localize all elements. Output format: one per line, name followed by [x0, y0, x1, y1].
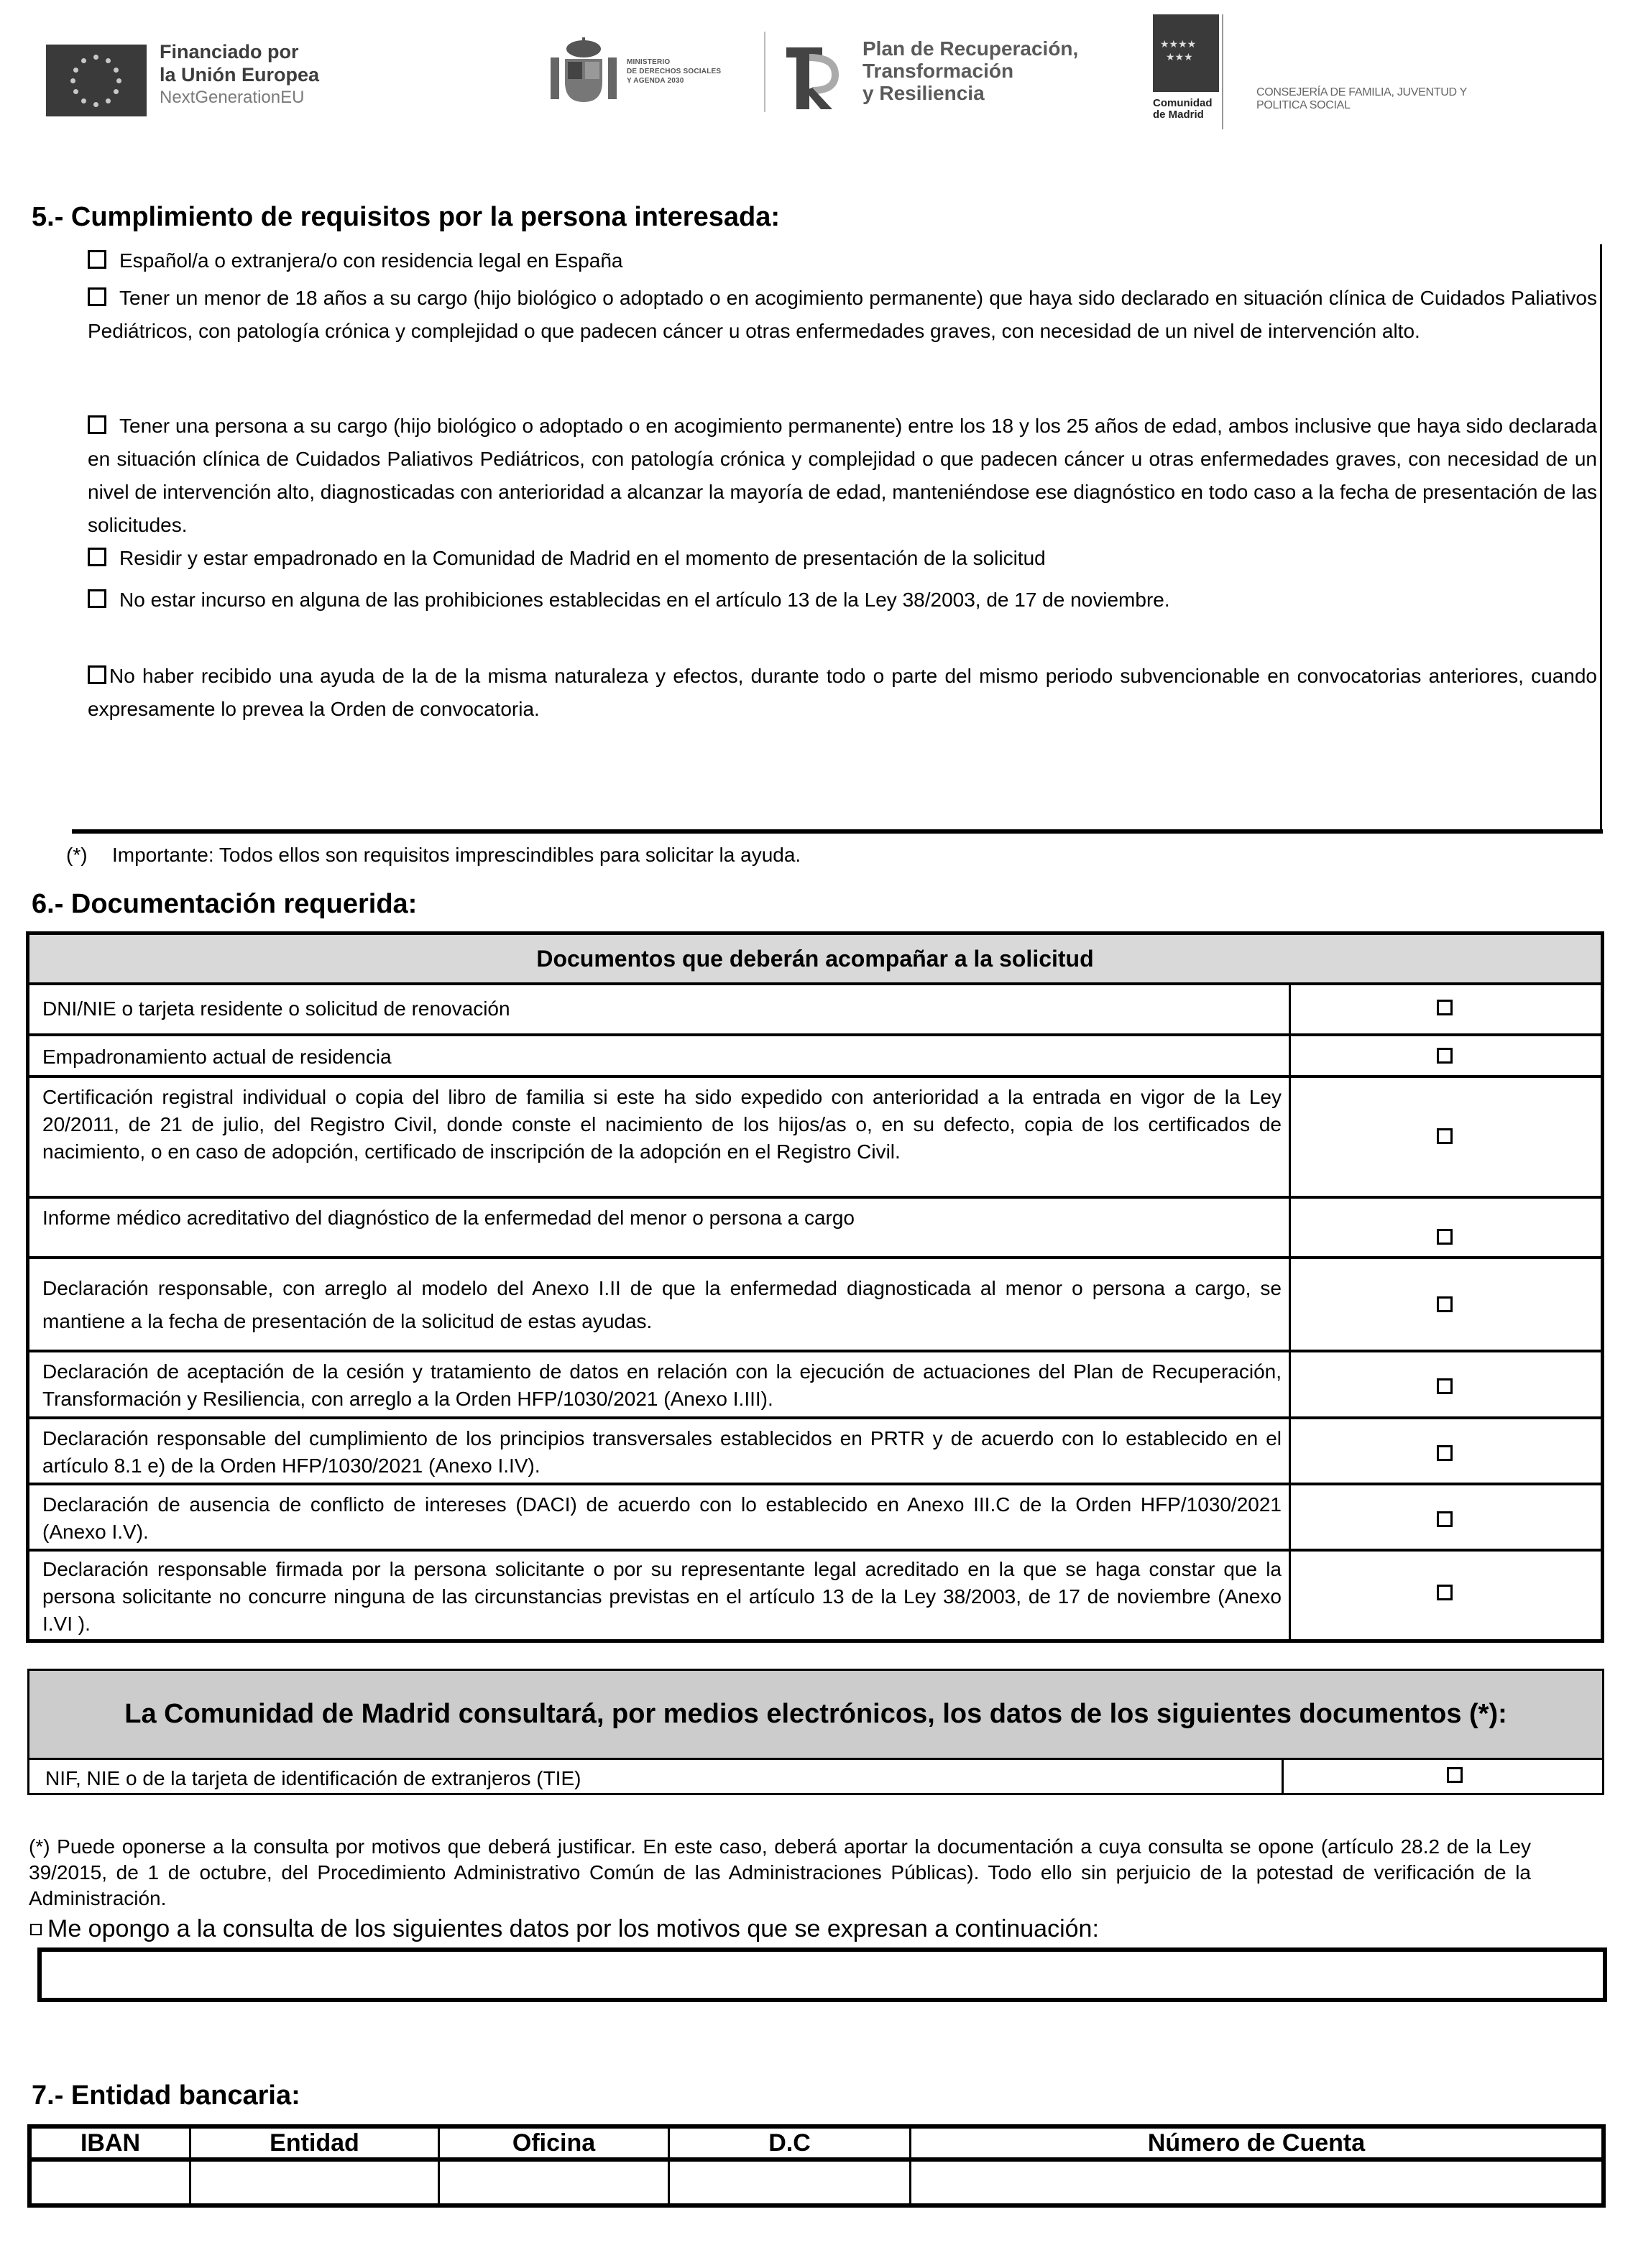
- document-checkbox[interactable]: [1437, 1000, 1453, 1015]
- document-label: DNI/NIE o tarjeta residente o solicitud de renovación: [42, 997, 510, 1020]
- column-header-oficina: Oficina: [440, 2129, 670, 2162]
- document-row: [29, 1350, 1601, 1416]
- oppose-label: Me opongo a la consulta de los siguientes datos por los motivos que se expresan a continuación:: [47, 1915, 1099, 1942]
- prtr-logo-text: [862, 37, 1078, 104]
- oficina-field[interactable]: [440, 2162, 670, 2203]
- document-checkbox[interactable]: [1437, 1048, 1453, 1064]
- section-6-title: 6.- Documentación requerida:: [32, 889, 418, 919]
- ministry-line2: DE DERECHOS SOCIALES: [627, 68, 722, 75]
- eu-flag-icon: [46, 45, 147, 116]
- bank-account-table: [27, 2124, 1606, 2208]
- logo-divider: [764, 32, 765, 112]
- requirement-item: [88, 660, 1597, 726]
- oppose-checkbox[interactable]: [30, 1924, 42, 1935]
- document-checkbox[interactable]: [1437, 1128, 1453, 1144]
- documents-table-header: Documentos que deberán acompañar a la solicitud: [29, 935, 1601, 985]
- section-7-title: 7.- Entidad bancaria:: [32, 2080, 300, 2111]
- section-5-title: 5.- Cumplimiento de requisitos por la persona interesada:: [32, 202, 780, 232]
- requirements-frame-bottom: [72, 829, 1603, 834]
- requirements-note: [66, 842, 801, 868]
- document-label: Certificación registral individual o copia del libro de familia si este ha sido expedido con anterioridad a la entrada en vigor de la Ley 20/2011, de 21 de julio, del Registro Civil, donde conste el nacimiento de los hijos/as o, en su defecto, copia de los certificados de nacimiento, o en caso de adopción, certificado de inscripción de la adopción en el Registro Civil.: [42, 1086, 1282, 1163]
- consultation-note: (*) Puede oponerse a la consulta por motivos que deberá justificar. En este caso, deberá aportar la documentación a cuya consulta se opone (artículo 28.2 de la Ley 39/2015, de 1 de octubre, del Procedimiento Administrativo Común de las Administraciones Públicas). Todo ello sin perjuicio de la potestad de verificación de la Administración.: [29, 1835, 1531, 1909]
- document-row: [29, 1196, 1601, 1256]
- svg-text:★★★★: ★★★★: [1160, 39, 1197, 50]
- document-checkbox[interactable]: [1437, 1296, 1453, 1312]
- document-checkbox[interactable]: [1437, 1445, 1453, 1461]
- column-header-iban: IBAN: [32, 2129, 191, 2162]
- requirement-label: Residir y estar empadronado en la Comunidad de Madrid en el momento de presentación de la solicitud: [119, 547, 1046, 569]
- requirement-checkbox[interactable]: [88, 665, 106, 684]
- prtr-line1: Plan de Recuperación,: [862, 37, 1079, 60]
- oppose-reasons-field[interactable]: [37, 1947, 1607, 2002]
- consultation-checkbox[interactable]: [1447, 1767, 1463, 1783]
- oppose-consultation-option: [30, 1914, 1099, 1943]
- consejeria-line1: CONSEJERÍA DE FAMILIA, JUVENTUD Y: [1256, 86, 1467, 98]
- eu-logo-line2: la Unión Europea: [160, 64, 320, 86]
- document-checkbox[interactable]: [1437, 1229, 1453, 1245]
- document-label: Declaración responsable firmada por la persona solicitante o por su representante legal acreditado en la que se haga constar que la persona solicitante no concurre ninguna de las circunstancias previstas en el artículo 13 de la Ley 38/2003, de 17 de noviembre (Anexo I.VI ).: [42, 1558, 1282, 1635]
- requirement-label: Tener un menor de 18 años a su cargo (hijo biológico o adoptado o en acogimiento permanente) que haya sido declarado en situación clínica de Cuidados Paliativos Pediátricos, con patología crónica y complejidad o que padecen cáncer u otras enfermedades graves, con necesidad de un nivel de intervención alto.: [88, 287, 1597, 342]
- consejeria-line2: POLITICA SOCIAL: [1256, 99, 1351, 111]
- prtr-line3: y Resiliencia: [862, 82, 985, 104]
- column-header-entidad: Entidad: [191, 2129, 440, 2162]
- document-label: Declaración de aceptación de la cesión y tratamiento de datos en relación con la ejecución de actuaciones del Plan de Recuperación, Transformación y Resiliencia, con arreglo a la Orden HFP/1030/2021 (Anexo I.III).: [42, 1360, 1282, 1410]
- document-row: [29, 1256, 1601, 1350]
- eu-logo-line1: Financiado por: [160, 41, 299, 63]
- column-divider: [1282, 1760, 1284, 1793]
- madrid-name-line1: Comunidad: [1153, 97, 1213, 109]
- dc-field[interactable]: [670, 2162, 911, 2203]
- eu-funding-logo-text: [160, 40, 319, 109]
- requirement-label: No estar incurso en alguna de las prohibiciones establecidas en el artículo 13 de la Ley 38/2003, de 17 de noviembre.: [119, 589, 1170, 611]
- madrid-name-line2: de Madrid: [1153, 109, 1204, 121]
- document-checkbox[interactable]: [1437, 1585, 1453, 1600]
- column-header-dc: D.C: [670, 2129, 911, 2162]
- document-row: [29, 1483, 1601, 1549]
- requirement-item: [88, 584, 1597, 617]
- document-label: Declaración responsable, con arreglo al modelo del Anexo I.II de que la enfermedad diagnosticada al menor o persona a cargo, se mantiene a la fecha de presentación de la solicitud de estas ayudas.: [42, 1277, 1282, 1332]
- document-row: [29, 1075, 1601, 1196]
- requirements-frame-right: [1600, 244, 1602, 831]
- ministry-line3: Y AGENDA 2030: [627, 77, 684, 85]
- spain-coat-of-arms-icon: [548, 37, 620, 103]
- column-header-numero-cuenta: Número de Cuenta: [911, 2129, 1601, 2162]
- note-asterisk: (*): [66, 844, 88, 866]
- prtr-line2: Transformación: [862, 60, 1014, 82]
- requirement-checkbox[interactable]: [88, 415, 106, 434]
- requirement-item: [88, 282, 1597, 348]
- requirement-item: [88, 410, 1597, 542]
- electronic-consultation-table: [27, 1669, 1604, 1795]
- requirement-checkbox[interactable]: [88, 250, 106, 269]
- numero-cuenta-field[interactable]: [911, 2162, 1601, 2203]
- document-row: [29, 1549, 1601, 1639]
- requirement-label: Español/a o extranjera/o con residencia legal en España: [119, 249, 623, 272]
- document-label: Informe médico acreditativo del diagnóstico de la enfermedad del menor o persona a cargo: [42, 1207, 855, 1229]
- document-label: Empadronamiento actual de residencia: [42, 1046, 392, 1068]
- requirement-label: Tener una persona a su cargo (hijo biológico o adoptado o en acogimiento permanente) entre los 18 y los 25 años de edad, ambos inclusive que haya sido declarada en situación clínica de Cuidados Paliativos Pediátricos, con patología crónica y complejidad o que padecen cáncer u otras enfermedades graves, con necesidad de un nivel de intervención alto, diagnosticadas con anterioridad a alcanzar la mayoría de edad, manteniéndose ese diagnóstico en todo caso a la fecha de presentación de las solicitudes.: [88, 415, 1597, 536]
- document-checkbox[interactable]: [1437, 1511, 1453, 1527]
- consultation-table-header: La Comunidad de Madrid consultará, por medios electrónicos, los datos de los siguientes documentos (*):: [29, 1671, 1602, 1760]
- comunidad-madrid-logo: [1153, 14, 1219, 121]
- documents-table: [26, 931, 1604, 1643]
- requirement-label: No haber recibido una ayuda de la de la misma naturaleza y efectos, durante todo o parte del mismo periodo subvencionable en convocatorias anteriores, cuando expresamente lo prevea la Orden de convocatoria.: [88, 665, 1597, 720]
- svg-text:★★★: ★★★: [1166, 52, 1193, 63]
- prtr-mark-icon: [783, 45, 841, 111]
- requirement-checkbox[interactable]: [88, 287, 106, 306]
- document-row: [29, 1033, 1601, 1075]
- consultation-document-label: NIF, NIE o de la tarjeta de identificación de extranjeros (TIE): [45, 1767, 581, 1789]
- document-checkbox[interactable]: [1437, 1378, 1453, 1394]
- requirement-checkbox[interactable]: [88, 589, 106, 608]
- logo-divider: [1222, 14, 1223, 129]
- document-label: Declaración responsable del cumplimiento de los principios transversales establecidos en PRTR y de acuerdo con lo establecido en el artículo 8.1 e) de la Orden HFP/1030/2021 (Anexo I.IV).: [42, 1427, 1282, 1477]
- entidad-field[interactable]: [191, 2162, 440, 2203]
- note-text: Importante: Todos ellos son requisitos imprescindibles para solicitar la ayuda.: [112, 844, 801, 866]
- eu-logo-line3: NextGenerationEU: [160, 88, 305, 107]
- document-row: [29, 1416, 1601, 1483]
- ministry-line1: MINISTERIO: [627, 58, 671, 66]
- consejeria-text: [1256, 86, 1467, 112]
- requirement-checkbox[interactable]: [88, 548, 106, 566]
- requirement-item: [88, 244, 1597, 277]
- madrid-flag-icon: [1153, 14, 1219, 92]
- document-label: Declaración de ausencia de conflicto de intereses (DACI) de acuerdo con lo establecido en Anexo III.C de la Orden HFP/1030/2021 (Anexo I.V).: [42, 1493, 1282, 1543]
- document-row: [29, 985, 1601, 1033]
- iban-field[interactable]: [32, 2162, 191, 2203]
- requirement-item: [88, 542, 1597, 575]
- ministry-logo-text: [627, 57, 721, 86]
